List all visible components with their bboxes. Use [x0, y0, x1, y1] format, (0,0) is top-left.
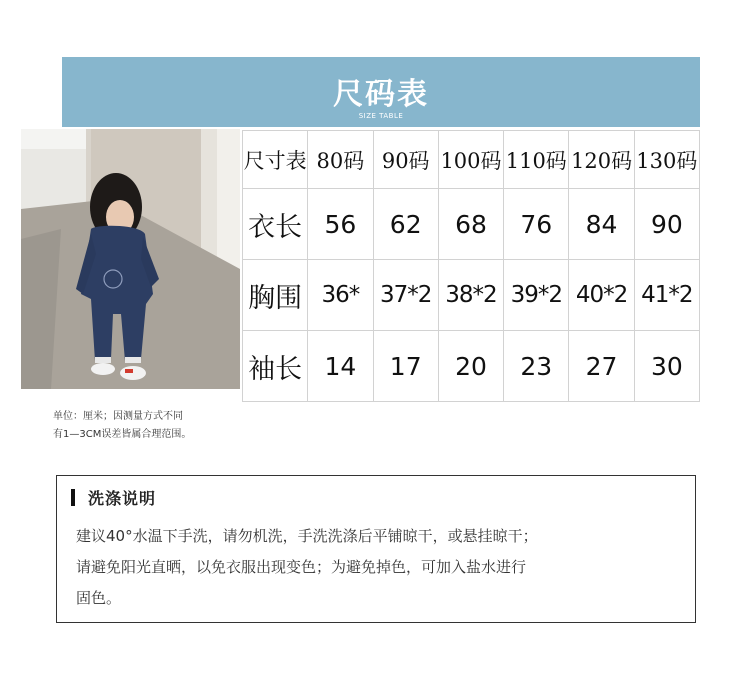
table-cell: 39*2	[504, 260, 569, 331]
wash-line: 请避免阳光直晒，以免衣服出现变色；为避免掉色，可加入盐水进行	[76, 558, 527, 576]
header-cell: 尺寸表	[243, 131, 308, 189]
row-label: 衣长	[243, 189, 308, 260]
note-line: 有1—3CM误差皆属合理范围。	[53, 429, 192, 440]
header-cell: 120码	[569, 131, 634, 189]
table-cell: 56	[308, 189, 373, 260]
header-cell: 130码	[634, 131, 699, 189]
wash-line: 建议40°水温下手洗，请勿机洗，手洗洗涤后平铺晾干，或悬挂晾干；	[76, 527, 538, 545]
banner-title: 尺码表	[333, 77, 429, 112]
table-cell: 20	[438, 331, 503, 402]
child-in-denim-jumpsuit-image	[21, 129, 240, 389]
washing-instructions-box	[56, 475, 696, 623]
table-cell: 14	[308, 331, 373, 402]
table-cell: 76	[504, 189, 569, 260]
measurement-note	[53, 408, 191, 444]
table-row-length	[243, 189, 700, 260]
header-cell: 110码	[504, 131, 569, 189]
size-table-banner	[62, 57, 700, 127]
product-photo	[21, 129, 240, 389]
table-cell: 36*	[308, 260, 373, 331]
size-table-header-row	[243, 131, 700, 189]
table-cell: 23	[504, 331, 569, 402]
wash-line: 固色。	[76, 589, 122, 607]
row-label: 袖长	[243, 331, 308, 402]
table-cell: 30	[634, 331, 699, 402]
table-cell: 17	[373, 331, 438, 402]
table-cell: 27	[569, 331, 634, 402]
table-cell: 68	[438, 189, 503, 260]
washing-instructions-text	[76, 521, 676, 614]
note-line: 单位：厘米；因测量方式不同	[53, 411, 183, 422]
table-cell: 90	[634, 189, 699, 260]
size-table	[242, 130, 700, 402]
table-cell: 40*2	[569, 260, 634, 331]
row-label: 胸围	[243, 260, 308, 331]
table-cell: 41*2	[634, 260, 699, 331]
washing-instructions-title: 洗涤说明	[88, 489, 157, 508]
header-cell: 90码	[373, 131, 438, 189]
table-row-sleeve	[243, 331, 700, 402]
section-marker	[71, 489, 75, 506]
banner-subtitle: SIZE TABLE	[358, 112, 404, 120]
table-cell: 62	[373, 189, 438, 260]
table-cell: 37*2	[373, 260, 438, 331]
header-cell: 80码	[308, 131, 373, 189]
table-row-chest	[243, 260, 700, 331]
header-cell: 100码	[438, 131, 503, 189]
table-cell: 84	[569, 189, 634, 260]
table-cell: 38*2	[438, 260, 503, 331]
